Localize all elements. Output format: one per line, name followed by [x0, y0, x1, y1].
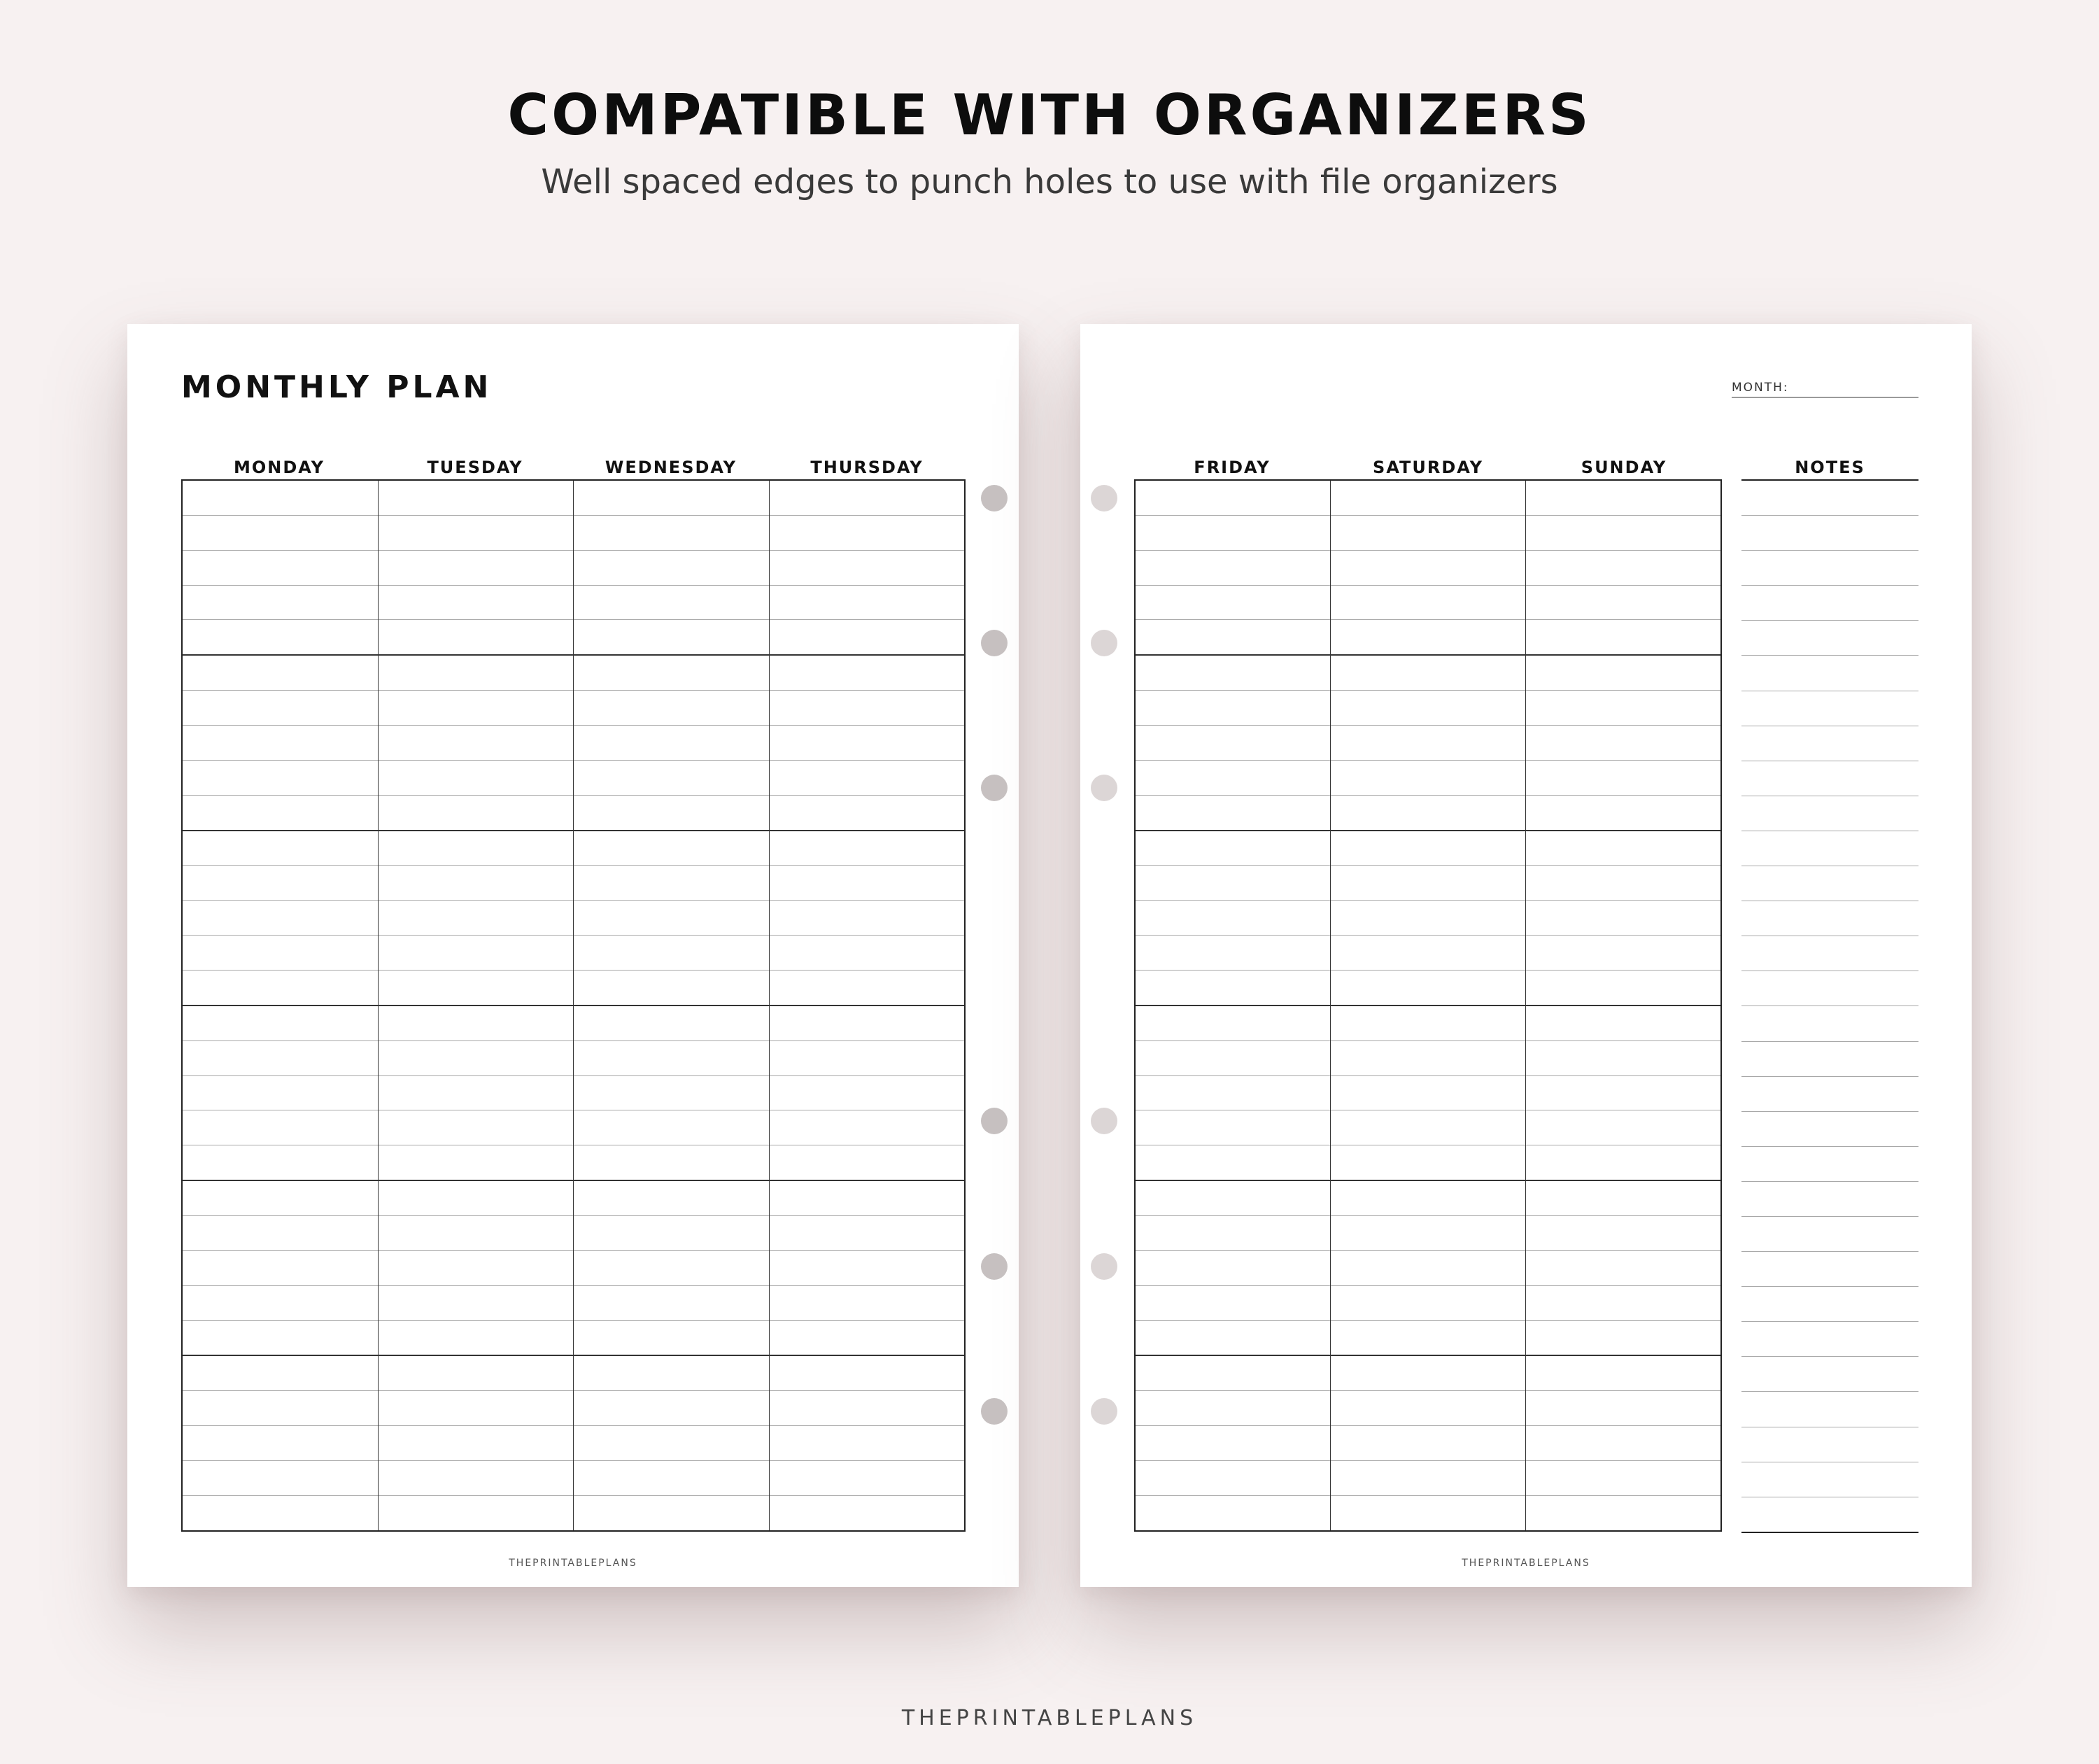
grid-line	[1331, 1461, 1525, 1496]
grid-line	[183, 1461, 378, 1496]
right-calendar-grid	[1134, 479, 1722, 1532]
grid-line	[1136, 1461, 1330, 1496]
grid-line	[574, 866, 769, 901]
grid-line	[770, 866, 965, 901]
grid-line	[770, 1321, 965, 1357]
grid-line	[1136, 481, 1330, 516]
grid-line	[574, 936, 769, 971]
grid-line	[1526, 1321, 1720, 1357]
grid-line	[770, 796, 965, 831]
grid-line	[770, 761, 965, 796]
punch-hole-left-4	[981, 1108, 1008, 1134]
grid-line	[1136, 936, 1330, 971]
grid-column	[1526, 481, 1720, 1530]
grid-line	[1331, 936, 1525, 971]
grid-line	[379, 481, 574, 516]
grid-line	[1526, 656, 1720, 691]
brand-footer: THEPRINTABLEPLANS	[901, 1706, 1198, 1730]
grid-column	[183, 481, 379, 1530]
grid-line	[379, 1391, 574, 1426]
punch-hole-left-3	[981, 775, 1008, 801]
grid-line	[1331, 866, 1525, 901]
grid-line	[379, 1110, 574, 1145]
grid-line	[379, 1496, 574, 1530]
grid-line	[183, 656, 378, 691]
grid-line	[1136, 586, 1330, 621]
grid-line	[379, 1286, 574, 1321]
notes-line	[1741, 621, 1918, 656]
grid-line	[379, 796, 574, 831]
notes-line	[1741, 1077, 1918, 1112]
grid-line	[1526, 936, 1720, 971]
grid-line	[183, 586, 378, 621]
grid-line	[574, 1426, 769, 1461]
grid-line	[183, 831, 378, 866]
grid-line	[1331, 1356, 1525, 1391]
notes-line	[1741, 936, 1918, 971]
notes-line	[1741, 901, 1918, 936]
grid-line	[379, 551, 574, 586]
grid-line	[770, 1251, 965, 1286]
grid-line	[1331, 551, 1525, 586]
grid-line	[1136, 1391, 1330, 1426]
notes-line	[1741, 481, 1918, 516]
grid-line	[183, 1356, 378, 1391]
grid-line	[1526, 481, 1720, 516]
grid-line	[770, 551, 965, 586]
notes-line	[1741, 971, 1918, 1006]
headline: COMPATIBLE WITH ORGANIZERS	[507, 83, 1592, 148]
grid-line	[183, 620, 378, 656]
grid-line	[574, 726, 769, 761]
notes-line	[1741, 1322, 1918, 1357]
grid-line	[183, 551, 378, 586]
grid-line	[770, 1076, 965, 1111]
grid-line	[1136, 1216, 1330, 1251]
grid-line	[1331, 726, 1525, 761]
grid-line	[1136, 971, 1330, 1006]
grid-line	[770, 726, 965, 761]
right-planner-page	[1080, 324, 1972, 1587]
grid-line	[379, 971, 574, 1006]
punch-hole-left-2	[981, 630, 1008, 656]
grid-line	[1331, 1251, 1525, 1286]
notes-line	[1741, 1497, 1918, 1533]
notes-line	[1741, 516, 1918, 551]
grid-line	[1136, 1356, 1330, 1391]
grid-column	[1136, 481, 1331, 1530]
grid-line	[1136, 691, 1330, 726]
grid-line	[770, 1006, 965, 1041]
grid-line	[1331, 516, 1525, 551]
grid-line	[379, 620, 574, 656]
grid-line	[1526, 516, 1720, 551]
grid-line	[1331, 586, 1525, 621]
notes-line	[1741, 691, 1918, 726]
grid-line	[1136, 1110, 1330, 1145]
grid-line	[1526, 1216, 1720, 1251]
grid-line	[1136, 1181, 1330, 1216]
notes-line	[1741, 1427, 1918, 1462]
grid-line	[574, 1216, 769, 1251]
grid-line	[1526, 796, 1720, 831]
grid-line	[1526, 1251, 1720, 1286]
grid-line	[379, 1006, 574, 1041]
grid-line	[574, 901, 769, 936]
grid-line	[183, 796, 378, 831]
grid-line	[1526, 620, 1720, 656]
grid-line	[574, 1496, 769, 1530]
grid-line	[1526, 1426, 1720, 1461]
grid-line	[770, 1356, 965, 1391]
grid-line	[1136, 620, 1330, 656]
grid-line	[379, 1426, 574, 1461]
grid-line	[1136, 866, 1330, 901]
notes-line	[1741, 1252, 1918, 1287]
grid-line	[183, 691, 378, 726]
grid-line	[183, 1006, 378, 1041]
grid-line	[183, 971, 378, 1006]
grid-line	[770, 1391, 965, 1426]
grid-line	[1526, 691, 1720, 726]
grid-line	[574, 1286, 769, 1321]
grid-line	[1331, 656, 1525, 691]
grid-line	[183, 481, 378, 516]
grid-line	[1331, 1496, 1525, 1530]
grid-line	[770, 1496, 965, 1530]
grid-line	[1526, 1461, 1720, 1496]
grid-line	[1136, 1076, 1330, 1111]
grid-line	[183, 1391, 378, 1426]
grid-line	[770, 1216, 965, 1251]
grid-line	[183, 901, 378, 936]
grid-line	[1526, 866, 1720, 901]
notes-line	[1741, 586, 1918, 621]
grid-line	[183, 516, 378, 551]
grid-line	[1331, 1216, 1525, 1251]
grid-line	[1331, 1286, 1525, 1321]
notes-line	[1741, 1006, 1918, 1041]
notes-lines	[1741, 479, 1918, 1533]
grid-line	[1526, 1145, 1720, 1181]
grid-column	[1331, 481, 1526, 1530]
column-header-tuesday: TUESDAY	[427, 458, 523, 477]
grid-line	[1526, 1041, 1720, 1076]
grid-line	[1526, 1356, 1720, 1391]
grid-line	[379, 1181, 574, 1216]
grid-line	[574, 1076, 769, 1111]
grid-line	[1136, 1321, 1330, 1357]
grid-line	[183, 726, 378, 761]
notes-line	[1741, 1217, 1918, 1252]
grid-line	[1136, 1006, 1330, 1041]
grid-line	[770, 901, 965, 936]
grid-line	[183, 1286, 378, 1321]
grid-line	[1136, 761, 1330, 796]
grid-line	[1331, 1006, 1525, 1041]
grid-line	[183, 1181, 378, 1216]
grid-column	[379, 481, 574, 1530]
grid-line	[1136, 901, 1330, 936]
grid-line	[379, 936, 574, 971]
plan-title: MONTHLY PLAN	[181, 369, 493, 405]
grid-line	[1526, 1076, 1720, 1111]
grid-line	[379, 1461, 574, 1496]
grid-column	[574, 481, 770, 1530]
grid-line	[183, 1321, 378, 1357]
grid-line	[1526, 1006, 1720, 1041]
grid-line	[1331, 761, 1525, 796]
grid-line	[770, 656, 965, 691]
grid-line	[1136, 1041, 1330, 1076]
grid-line	[1526, 1286, 1720, 1321]
column-header-friday: FRIDAY	[1194, 458, 1271, 477]
grid-line	[574, 1356, 769, 1391]
grid-line	[379, 1251, 574, 1286]
grid-line	[770, 691, 965, 726]
notes-line	[1741, 1287, 1918, 1322]
grid-line	[770, 1041, 965, 1076]
grid-line	[770, 481, 965, 516]
grid-line	[1136, 1145, 1330, 1181]
grid-line	[574, 620, 769, 656]
column-header-wednesday: WEDNESDAY	[605, 458, 737, 477]
grid-line	[379, 1356, 574, 1391]
grid-line	[183, 1496, 378, 1530]
subheadline: Well spaced edges to punch holes to use with file organizers	[541, 162, 1558, 202]
grid-line	[574, 1181, 769, 1216]
grid-line	[1136, 1426, 1330, 1461]
grid-line	[379, 1321, 574, 1357]
grid-line	[770, 971, 965, 1006]
grid-line	[1331, 796, 1525, 831]
grid-line	[379, 1216, 574, 1251]
grid-line	[574, 1110, 769, 1145]
grid-line	[1136, 726, 1330, 761]
notes-line	[1741, 726, 1918, 761]
notes-line	[1741, 1182, 1918, 1217]
grid-line	[770, 1110, 965, 1145]
grid-line	[183, 1251, 378, 1286]
right-page-footer: THEPRINTABLEPLANS	[1462, 1558, 1590, 1569]
column-header-monday: MONDAY	[234, 458, 325, 477]
grid-line	[574, 656, 769, 691]
punch-hole-right-6	[1091, 1398, 1117, 1425]
notes-line	[1741, 1042, 1918, 1077]
punch-hole-right-3	[1091, 775, 1117, 801]
column-header-saturday: SATURDAY	[1373, 458, 1483, 477]
grid-line	[574, 971, 769, 1006]
grid-line	[379, 831, 574, 866]
grid-line	[1526, 901, 1720, 936]
grid-line	[1526, 726, 1720, 761]
grid-line	[183, 1216, 378, 1251]
notes-line	[1741, 1357, 1918, 1392]
grid-line	[1526, 1496, 1720, 1530]
grid-line	[1526, 761, 1720, 796]
notes-line	[1741, 1462, 1918, 1497]
grid-line	[379, 726, 574, 761]
grid-line	[1136, 796, 1330, 831]
notes-line	[1741, 656, 1918, 691]
punch-hole-left-6	[981, 1398, 1008, 1425]
left-planner-page	[127, 324, 1019, 1587]
grid-line	[770, 1286, 965, 1321]
grid-line	[574, 1391, 769, 1426]
grid-line	[574, 761, 769, 796]
grid-line	[183, 761, 378, 796]
grid-line	[1136, 656, 1330, 691]
notes-line	[1741, 1392, 1918, 1427]
grid-line	[183, 1041, 378, 1076]
grid-line	[1331, 1181, 1525, 1216]
punch-hole-right-2	[1091, 630, 1117, 656]
grid-line	[1136, 551, 1330, 586]
grid-line	[379, 656, 574, 691]
left-page-footer: THEPRINTABLEPLANS	[509, 1558, 637, 1569]
grid-line	[1136, 1496, 1330, 1530]
grid-line	[379, 866, 574, 901]
punch-hole-right-5	[1091, 1253, 1117, 1280]
grid-line	[1526, 1181, 1720, 1216]
punch-hole-right-4	[1091, 1108, 1117, 1134]
grid-line	[183, 936, 378, 971]
grid-line	[1331, 1426, 1525, 1461]
grid-line	[1331, 1391, 1525, 1426]
grid-line	[574, 1321, 769, 1357]
grid-line	[1526, 551, 1720, 586]
grid-line	[379, 586, 574, 621]
grid-line	[574, 1145, 769, 1181]
notes-line	[1741, 796, 1918, 831]
grid-line	[1331, 1041, 1525, 1076]
grid-line	[574, 831, 769, 866]
grid-line	[770, 1461, 965, 1496]
grid-line	[183, 1076, 378, 1111]
grid-line	[1136, 1286, 1330, 1321]
grid-line	[574, 481, 769, 516]
grid-line	[1331, 691, 1525, 726]
grid-line	[574, 1006, 769, 1041]
grid-line	[1331, 831, 1525, 866]
grid-line	[574, 1041, 769, 1076]
grid-line	[770, 1426, 965, 1461]
month-write-line	[1732, 397, 1918, 398]
notes-line	[1741, 831, 1918, 866]
grid-line	[1136, 1251, 1330, 1286]
grid-line	[1526, 831, 1720, 866]
grid-line	[1526, 586, 1720, 621]
grid-line	[183, 866, 378, 901]
punch-hole-left-1	[981, 485, 1008, 511]
grid-line	[379, 1076, 574, 1111]
punch-hole-left-5	[981, 1253, 1008, 1280]
notes-line	[1741, 1147, 1918, 1182]
grid-line	[1331, 1145, 1525, 1181]
grid-line	[770, 831, 965, 866]
grid-line	[379, 516, 574, 551]
notes-line	[1741, 1112, 1918, 1147]
month-label: MONTH:	[1732, 381, 1789, 395]
grid-line	[574, 796, 769, 831]
grid-line	[1331, 1110, 1525, 1145]
column-header-notes: NOTES	[1795, 458, 1865, 477]
grid-line	[1136, 516, 1330, 551]
notes-line	[1741, 761, 1918, 796]
grid-line	[1331, 481, 1525, 516]
grid-line	[1331, 971, 1525, 1006]
grid-line	[183, 1145, 378, 1181]
grid-line	[574, 1461, 769, 1496]
punch-hole-right-1	[1091, 485, 1117, 511]
grid-line	[770, 1145, 965, 1181]
grid-line	[770, 1181, 965, 1216]
grid-line	[574, 516, 769, 551]
grid-line	[574, 586, 769, 621]
grid-line	[1331, 620, 1525, 656]
grid-line	[379, 1145, 574, 1181]
grid-line	[770, 516, 965, 551]
grid-column	[770, 481, 965, 1530]
grid-line	[770, 620, 965, 656]
grid-line	[1526, 1110, 1720, 1145]
grid-line	[574, 1251, 769, 1286]
grid-line	[379, 761, 574, 796]
column-header-sunday: SUNDAY	[1581, 458, 1667, 477]
left-calendar-grid	[181, 479, 966, 1532]
grid-line	[770, 936, 965, 971]
grid-line	[183, 1426, 378, 1461]
grid-line	[1331, 1076, 1525, 1111]
grid-line	[379, 901, 574, 936]
grid-line	[1526, 1391, 1720, 1426]
grid-line	[1136, 831, 1330, 866]
grid-line	[574, 551, 769, 586]
grid-line	[770, 586, 965, 621]
grid-line	[379, 1041, 574, 1076]
grid-line	[574, 691, 769, 726]
grid-line	[183, 1110, 378, 1145]
notes-line	[1741, 551, 1918, 586]
grid-line	[1331, 1321, 1525, 1357]
grid-line	[1331, 901, 1525, 936]
grid-line	[1526, 971, 1720, 1006]
column-header-thursday: THURSDAY	[810, 458, 924, 477]
grid-line	[379, 691, 574, 726]
notes-line	[1741, 866, 1918, 901]
